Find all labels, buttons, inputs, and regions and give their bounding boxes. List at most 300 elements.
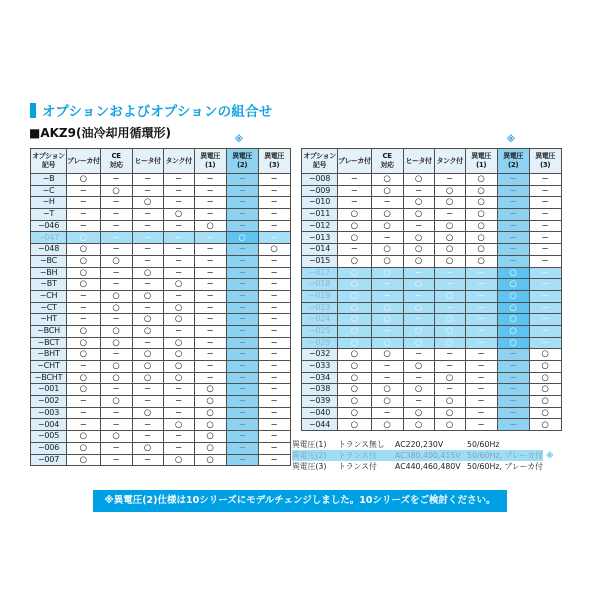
option-code-cell: −012: [302, 220, 338, 232]
available-mark-cell: ○: [529, 396, 561, 408]
dash-cell: −: [465, 325, 497, 337]
dash-cell: −: [226, 337, 258, 349]
available-mark-cell: ○: [163, 419, 194, 431]
option-code-cell: −032: [302, 349, 338, 361]
option-row: [302, 267, 562, 279]
column-header: [67, 149, 101, 174]
dash-cell: −: [529, 209, 561, 221]
available-mark-cell: ○: [132, 197, 163, 209]
available-mark-cell: ○: [434, 419, 465, 431]
section-heading: ■AKZ9(油冷却用循環形): [29, 126, 171, 140]
column-header: [194, 149, 226, 174]
dash-cell: −: [67, 302, 101, 314]
available-mark-cell: ○: [163, 372, 194, 384]
column-header-line: 異電圧: [264, 152, 284, 161]
column-header: [497, 149, 529, 174]
available-mark-cell: ○: [529, 384, 561, 396]
dash-cell: −: [132, 454, 163, 466]
dash-cell: −: [163, 396, 194, 408]
notice-banner: ※異電圧(2)仕様は10シリーズにモデルチェンジしました。10シリーズをご検討ください。: [93, 490, 507, 512]
dash-cell: −: [226, 442, 258, 454]
dash-cell: −: [258, 174, 290, 186]
option-code-cell: −CHT: [31, 361, 67, 373]
option-row: [302, 396, 562, 408]
column-header-line: 対応: [109, 161, 123, 169]
available-mark-cell: ○: [338, 384, 372, 396]
footnote-label: 異電圧(2): [292, 450, 327, 460]
dash-cell: −: [258, 279, 290, 291]
option-code-cell: −044: [302, 419, 338, 431]
dash-cell: −: [226, 220, 258, 232]
dash-cell: −: [258, 314, 290, 326]
option-row: [31, 442, 291, 454]
available-mark-cell: ○: [371, 244, 403, 256]
dash-cell: −: [338, 185, 372, 197]
available-mark-cell: ○: [338, 337, 372, 349]
dash-cell: −: [371, 197, 403, 209]
dash-cell: −: [100, 349, 132, 361]
available-mark-cell: ○: [371, 255, 403, 267]
dash-cell: −: [67, 419, 101, 431]
dash-cell: −: [258, 185, 290, 197]
dash-cell: −: [434, 361, 465, 373]
option-code-cell: −005: [31, 431, 67, 443]
dash-cell: −: [529, 255, 561, 267]
dash-cell: −: [163, 174, 194, 186]
dash-cell: −: [497, 174, 529, 186]
available-mark-cell: ○: [338, 419, 372, 431]
note-mark-left: ※: [234, 135, 244, 145]
option-row: [31, 279, 291, 291]
column-header-line: オプション: [32, 152, 65, 161]
dash-cell: −: [226, 325, 258, 337]
option-row: [31, 314, 291, 326]
dash-cell: −: [465, 290, 497, 302]
available-mark-cell: ○: [497, 267, 529, 279]
footnote-row: [292, 450, 570, 461]
dash-cell: −: [132, 279, 163, 291]
dash-cell: −: [194, 267, 226, 279]
available-mark-cell: ○: [194, 454, 226, 466]
option-code-cell: −015: [302, 255, 338, 267]
available-mark-cell: ○: [497, 314, 529, 326]
available-mark-cell: ○: [403, 255, 434, 267]
dash-cell: −: [163, 384, 194, 396]
available-mark-cell: ○: [434, 185, 465, 197]
column-header: [371, 149, 403, 174]
option-code-cell: −034: [302, 372, 338, 384]
dash-cell: −: [163, 407, 194, 419]
dash-cell: −: [465, 337, 497, 349]
option-code-cell: −040: [302, 407, 338, 419]
dash-cell: −: [132, 419, 163, 431]
available-mark-cell: ○: [465, 197, 497, 209]
available-mark-cell: ○: [338, 267, 372, 279]
dash-cell: −: [465, 407, 497, 419]
dash-cell: −: [100, 244, 132, 256]
option-code-cell: −BCT: [31, 337, 67, 349]
dash-cell: −: [529, 302, 561, 314]
dash-cell: −: [226, 209, 258, 221]
dash-cell: −: [258, 337, 290, 349]
dash-cell: −: [226, 419, 258, 431]
dash-cell: −: [258, 209, 290, 221]
column-header-line: ヒータ付: [405, 156, 432, 165]
option-row: [302, 279, 562, 291]
available-mark-cell: ○: [67, 431, 101, 443]
option-row: [302, 314, 562, 326]
column-header: [100, 149, 132, 174]
dash-cell: −: [371, 361, 403, 373]
column-header-line: 対応: [380, 161, 394, 169]
dash-cell: −: [194, 349, 226, 361]
dash-cell: −: [465, 349, 497, 361]
option-row: [31, 419, 291, 431]
column-header-line: ブレーカ付: [338, 156, 371, 165]
option-code-cell: −039: [302, 396, 338, 408]
option-code-cell: −023: [302, 302, 338, 314]
dash-cell: −: [434, 209, 465, 221]
dash-cell: −: [67, 185, 101, 197]
option-code-cell: −019: [302, 290, 338, 302]
available-mark-cell: ○: [163, 337, 194, 349]
dash-cell: −: [194, 279, 226, 291]
dash-cell: −: [67, 314, 101, 326]
option-row: [302, 337, 562, 349]
column-header-line: オプション: [303, 152, 336, 161]
option-code-cell: −003: [31, 407, 67, 419]
footnote-voltage: AC380,400,415V: [395, 450, 461, 460]
available-mark-cell: ○: [338, 255, 372, 267]
dash-cell: −: [465, 396, 497, 408]
column-header: [403, 149, 434, 174]
option-code-cell: −006: [31, 442, 67, 454]
note-mark-right: ※: [506, 135, 516, 145]
option-code-cell: −048: [31, 244, 67, 256]
dash-cell: −: [497, 209, 529, 221]
dash-cell: −: [100, 279, 132, 291]
available-mark-cell: ○: [338, 232, 372, 244]
option-row: [31, 325, 291, 337]
option-code-cell: −008: [302, 174, 338, 186]
available-mark-cell: ○: [100, 361, 132, 373]
option-code-cell: −004: [31, 419, 67, 431]
option-row: [31, 337, 291, 349]
dash-cell: −: [529, 174, 561, 186]
dash-cell: −: [258, 255, 290, 267]
available-mark-cell: ○: [465, 185, 497, 197]
option-row: [302, 220, 562, 232]
option-code-cell: −BC: [31, 255, 67, 267]
footnote-row: [292, 461, 570, 472]
dash-cell: −: [434, 174, 465, 186]
column-header-line: 異電圧: [200, 152, 220, 161]
dash-cell: −: [67, 209, 101, 221]
available-mark-cell: ○: [100, 431, 132, 443]
dash-cell: −: [403, 349, 434, 361]
dash-cell: −: [100, 454, 132, 466]
option-row: [31, 267, 291, 279]
dash-cell: −: [132, 220, 163, 232]
dash-cell: −: [465, 314, 497, 326]
available-mark-cell: ○: [371, 349, 403, 361]
dash-cell: −: [371, 325, 403, 337]
column-header-line: ブレーカ付: [67, 156, 100, 165]
footnote-transformer: トランス付: [338, 450, 377, 460]
column-header-line: 異電圧: [535, 152, 555, 161]
available-mark-cell: ○: [194, 442, 226, 454]
available-mark-cell: ○: [403, 361, 434, 373]
footnote-voltage: AC220,230V: [395, 439, 444, 449]
dash-cell: −: [258, 232, 290, 244]
dash-cell: −: [226, 349, 258, 361]
available-mark-cell: ○: [434, 372, 465, 384]
dash-cell: −: [338, 174, 372, 186]
option-code-cell: −C: [31, 185, 67, 197]
footnote-body: [292, 461, 543, 472]
dash-cell: −: [497, 244, 529, 256]
option-code-cell: −CH: [31, 290, 67, 302]
available-mark-cell: ○: [338, 220, 372, 232]
dash-cell: −: [163, 185, 194, 197]
column-header-line: CE: [111, 152, 121, 161]
available-mark-cell: ○: [132, 267, 163, 279]
available-mark-cell: ○: [403, 244, 434, 256]
footnote-label: 異電圧(3): [292, 461, 327, 471]
available-mark-cell: ○: [403, 407, 434, 419]
dash-cell: −: [194, 337, 226, 349]
available-mark-cell: ○: [163, 454, 194, 466]
option-code-cell: −001: [31, 384, 67, 396]
dash-cell: −: [371, 232, 403, 244]
column-header: [465, 149, 497, 174]
dash-cell: −: [100, 197, 132, 209]
dash-cell: −: [497, 361, 529, 373]
option-row: [302, 419, 562, 431]
dash-cell: −: [194, 209, 226, 221]
available-mark-cell: ○: [163, 314, 194, 326]
dash-cell: −: [132, 185, 163, 197]
option-code-cell: −029: [302, 337, 338, 349]
available-mark-cell: ○: [67, 384, 101, 396]
dash-cell: −: [194, 302, 226, 314]
dash-cell: −: [529, 314, 561, 326]
dash-cell: −: [226, 197, 258, 209]
dash-cell: −: [434, 349, 465, 361]
dash-cell: −: [258, 372, 290, 384]
dash-cell: −: [226, 267, 258, 279]
dash-cell: −: [226, 384, 258, 396]
available-mark-cell: ○: [67, 454, 101, 466]
dash-cell: −: [100, 232, 132, 244]
available-mark-cell: ○: [371, 174, 403, 186]
available-mark-cell: ○: [338, 209, 372, 221]
dash-cell: −: [403, 372, 434, 384]
dash-cell: −: [132, 209, 163, 221]
footnote-transformer: トランス付: [338, 461, 377, 471]
available-mark-cell: ○: [497, 279, 529, 291]
dash-cell: −: [194, 290, 226, 302]
option-code-cell: −007: [31, 454, 67, 466]
available-mark-cell: ○: [403, 384, 434, 396]
dash-cell: −: [100, 314, 132, 326]
dash-cell: −: [226, 279, 258, 291]
footnote-frequency: 50/60Hz, ブレーカ付: [467, 450, 543, 460]
options-table-right: [301, 148, 562, 431]
dash-cell: −: [226, 314, 258, 326]
available-mark-cell: ○: [403, 197, 434, 209]
dash-cell: −: [529, 232, 561, 244]
option-row: [31, 431, 291, 443]
column-header-line: CE: [382, 152, 392, 161]
header-row: [31, 149, 291, 174]
available-mark-cell: ○: [67, 244, 101, 256]
available-mark-cell: ○: [529, 349, 561, 361]
dash-cell: −: [258, 431, 290, 443]
dash-cell: −: [258, 220, 290, 232]
option-row: [302, 372, 562, 384]
available-mark-cell: ○: [371, 220, 403, 232]
dash-cell: −: [434, 267, 465, 279]
dash-cell: −: [403, 290, 434, 302]
option-row: [31, 185, 291, 197]
option-code-cell: −013: [302, 232, 338, 244]
dash-cell: −: [132, 255, 163, 267]
column-header-line: 異電圧: [232, 152, 252, 161]
dash-cell: −: [403, 185, 434, 197]
available-mark-cell: ○: [465, 232, 497, 244]
available-mark-cell: ○: [338, 314, 372, 326]
dash-cell: −: [338, 197, 372, 209]
column-header-line: 記号: [312, 161, 327, 169]
column-header: [529, 149, 561, 174]
option-row: [31, 407, 291, 419]
option-code-cell: −H: [31, 197, 67, 209]
footnote-transformer: トランス無し: [338, 439, 385, 449]
available-mark-cell: ○: [67, 442, 101, 454]
available-mark-cell: ○: [371, 185, 403, 197]
available-mark-cell: ○: [67, 372, 101, 384]
dash-cell: −: [100, 442, 132, 454]
dash-cell: −: [434, 302, 465, 314]
available-mark-cell: ○: [163, 279, 194, 291]
option-code-cell: −046: [31, 220, 67, 232]
dash-cell: −: [132, 302, 163, 314]
dash-cell: −: [100, 209, 132, 221]
option-code-cell: −BH: [31, 267, 67, 279]
dash-cell: −: [403, 220, 434, 232]
dash-cell: −: [258, 361, 290, 373]
available-mark-cell: ○: [132, 372, 163, 384]
option-code-cell: −014: [302, 244, 338, 256]
dash-cell: −: [226, 361, 258, 373]
available-mark-cell: ○: [163, 302, 194, 314]
voltage-footnotes: [292, 439, 570, 471]
option-code-cell: −009: [302, 185, 338, 197]
dash-cell: −: [258, 267, 290, 279]
option-row: [31, 396, 291, 408]
available-mark-cell: ○: [403, 302, 434, 314]
option-code-cell: −002: [31, 396, 67, 408]
available-mark-cell: ○: [100, 372, 132, 384]
dash-cell: −: [529, 337, 561, 349]
dash-cell: −: [258, 349, 290, 361]
dash-cell: −: [163, 232, 194, 244]
dash-cell: −: [529, 197, 561, 209]
footnote-label: 異電圧(1): [292, 439, 327, 449]
available-mark-cell: ○: [67, 325, 101, 337]
available-mark-cell: ○: [100, 302, 132, 314]
dash-cell: −: [434, 279, 465, 291]
dash-cell: −: [226, 372, 258, 384]
dash-cell: −: [67, 407, 101, 419]
available-mark-cell: ○: [67, 349, 101, 361]
available-mark-cell: ○: [338, 279, 372, 291]
dash-cell: −: [132, 232, 163, 244]
available-mark-cell: ○: [403, 279, 434, 291]
option-code-cell: −BT: [31, 279, 67, 291]
dash-cell: −: [465, 279, 497, 291]
available-mark-cell: ○: [132, 361, 163, 373]
dash-cell: −: [226, 302, 258, 314]
option-row: [31, 209, 291, 221]
option-row: [31, 255, 291, 267]
available-mark-cell: ○: [338, 349, 372, 361]
available-mark-cell: ○: [67, 232, 101, 244]
dash-cell: −: [258, 442, 290, 454]
available-mark-cell: ○: [403, 174, 434, 186]
available-mark-cell: ○: [434, 244, 465, 256]
available-mark-cell: ○: [100, 337, 132, 349]
available-mark-cell: ○: [434, 325, 465, 337]
dash-cell: −: [497, 407, 529, 419]
available-mark-cell: ○: [403, 419, 434, 431]
available-mark-cell: ○: [132, 314, 163, 326]
dash-cell: −: [132, 244, 163, 256]
option-code-cell: −047: [31, 232, 67, 244]
dash-cell: −: [226, 174, 258, 186]
dash-cell: −: [100, 407, 132, 419]
dash-cell: −: [497, 384, 529, 396]
dash-cell: −: [258, 325, 290, 337]
available-mark-cell: ○: [194, 396, 226, 408]
column-header-line: (1): [205, 161, 216, 169]
dash-cell: −: [403, 396, 434, 408]
option-row: [302, 384, 562, 396]
dash-cell: −: [258, 407, 290, 419]
dash-cell: −: [132, 337, 163, 349]
available-mark-cell: ○: [371, 419, 403, 431]
available-mark-cell: ○: [465, 209, 497, 221]
dash-cell: −: [163, 197, 194, 209]
option-code-cell: −BCHT: [31, 372, 67, 384]
available-mark-cell: ○: [371, 267, 403, 279]
available-mark-cell: ○: [434, 197, 465, 209]
dash-cell: −: [163, 325, 194, 337]
dash-cell: −: [529, 185, 561, 197]
dash-cell: −: [465, 372, 497, 384]
option-row: [31, 384, 291, 396]
available-mark-cell: ○: [497, 337, 529, 349]
available-mark-cell: ○: [67, 279, 101, 291]
dash-cell: −: [194, 174, 226, 186]
option-code-cell: −017: [302, 267, 338, 279]
dash-cell: −: [529, 279, 561, 291]
dash-cell: −: [194, 197, 226, 209]
dash-cell: −: [163, 442, 194, 454]
available-mark-cell: ○: [163, 209, 194, 221]
dash-cell: −: [226, 244, 258, 256]
